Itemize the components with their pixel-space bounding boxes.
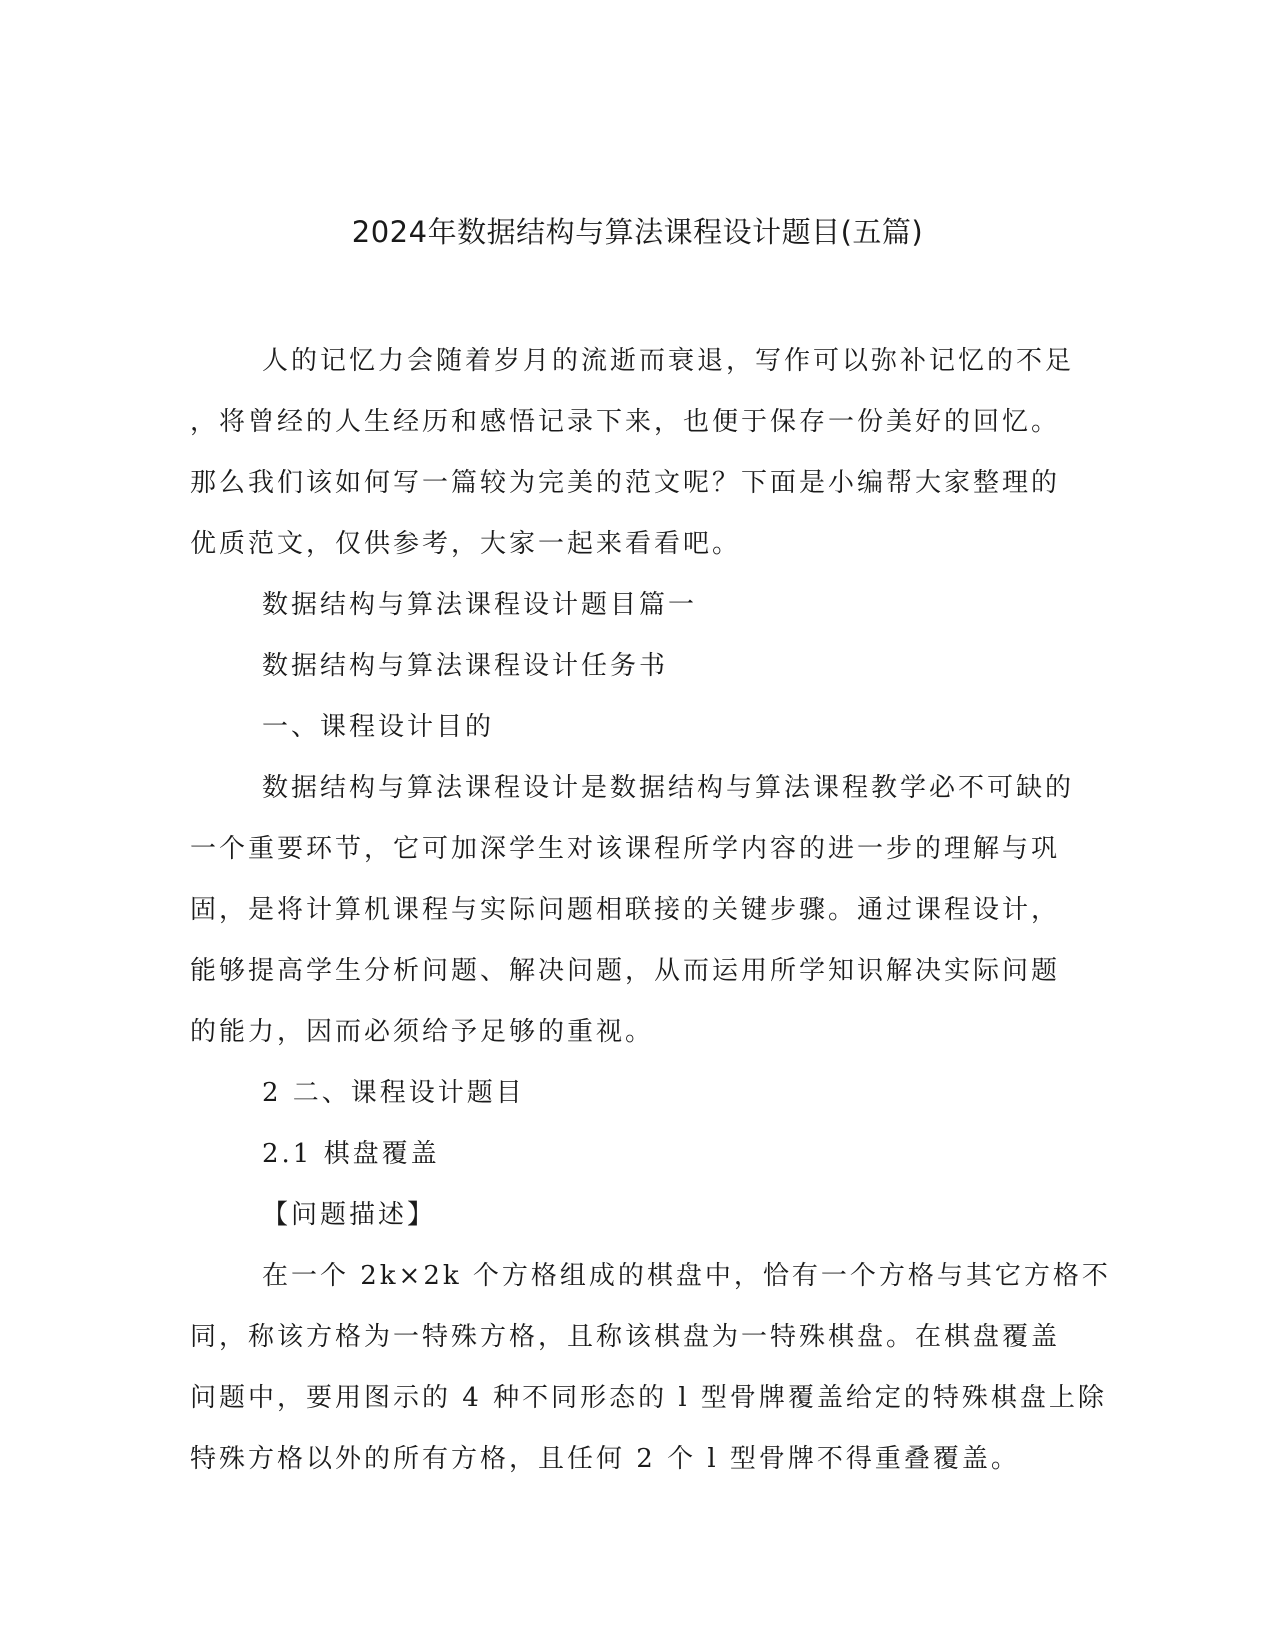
text-line (190, 880, 1085, 941)
text-line-content: 数据结构与算法课程设计题目篇一 (262, 590, 698, 620)
section-heading (190, 1063, 1085, 1124)
text-line-content: 2 二、课程设计题目 (262, 1078, 525, 1108)
text-line (190, 331, 1085, 392)
text-line-content: 的能力，因而必须给予足够的重视。 (190, 1017, 655, 1047)
text-line-content: 人的记忆力会随着岁月的流逝而衰退，写作可以弥补记忆的不足 (262, 346, 1075, 376)
text-line-content: 优质范文，仅供参考，大家一起来看看吧。 (190, 529, 742, 559)
text-line-content: 同，称该方格为一特殊方格，且称该棋盘为一特殊棋盘。在棋盘覆盖 (190, 1322, 1061, 1352)
text-line-content: 特殊方格以外的所有方格，且任何 2 个 l 型骨牌不得重叠覆盖。 (190, 1444, 1020, 1474)
text-line (190, 1368, 1107, 1429)
text-line-content: 能够提高学生分析问题、解决问题，从而运用所学知识解决实际问题 (190, 956, 1061, 986)
text-line-content: 固，是将计算机课程与实际问题相联接的关键步骤。通过课程设计， (190, 895, 1061, 925)
text-line (190, 1246, 1111, 1307)
text-line-content: 那么我们该如何写一篇较为完美的范文呢？下面是小编帮大家整理的 (190, 468, 1061, 498)
text-line (190, 392, 1085, 453)
text-line (190, 514, 1085, 575)
document-body (190, 331, 1111, 1490)
text-line-content: 一个重要环节，它可加深学生对该课程所学内容的进一步的理解与巩 (190, 834, 1061, 864)
section-heading (190, 636, 1085, 697)
text-line-content: 数据结构与算法课程设计是数据结构与算法课程教学必不可缺的 (262, 773, 1075, 803)
text-line (190, 1429, 1085, 1490)
text-line-content: 问题中，要用图示的 4 种不同形态的 l 型骨牌覆盖给定的特殊棋盘上除 (190, 1383, 1107, 1413)
text-line (190, 941, 1085, 1002)
text-line-content: 在一个 2k×2k 个方格组成的棋盘中，恰有一个方格与其它方格不 (262, 1261, 1111, 1291)
text-line-content: 一、课程设计目的 (262, 712, 495, 742)
text-line-content: 2.1 棋盘覆盖 (262, 1139, 440, 1169)
section-heading (190, 697, 1085, 758)
text-line (190, 1307, 1085, 1368)
text-line-content: 数据结构与算法课程设计任务书 (262, 651, 669, 681)
text-line (190, 1002, 1085, 1063)
section-heading (190, 1185, 1085, 1246)
document-title: 2024年数据结构与算法课程设计题目(五篇) (351, 215, 924, 249)
section-heading (190, 1124, 1085, 1185)
text-line (190, 758, 1085, 819)
text-line-content: ，将曾经的人生经历和感悟记录下来，也便于保存一份美好的回忆。 (190, 407, 1061, 437)
section-heading (190, 575, 1085, 636)
text-line-content: 【问题描述】 (262, 1200, 437, 1230)
text-line (190, 453, 1085, 514)
text-line (190, 819, 1085, 880)
